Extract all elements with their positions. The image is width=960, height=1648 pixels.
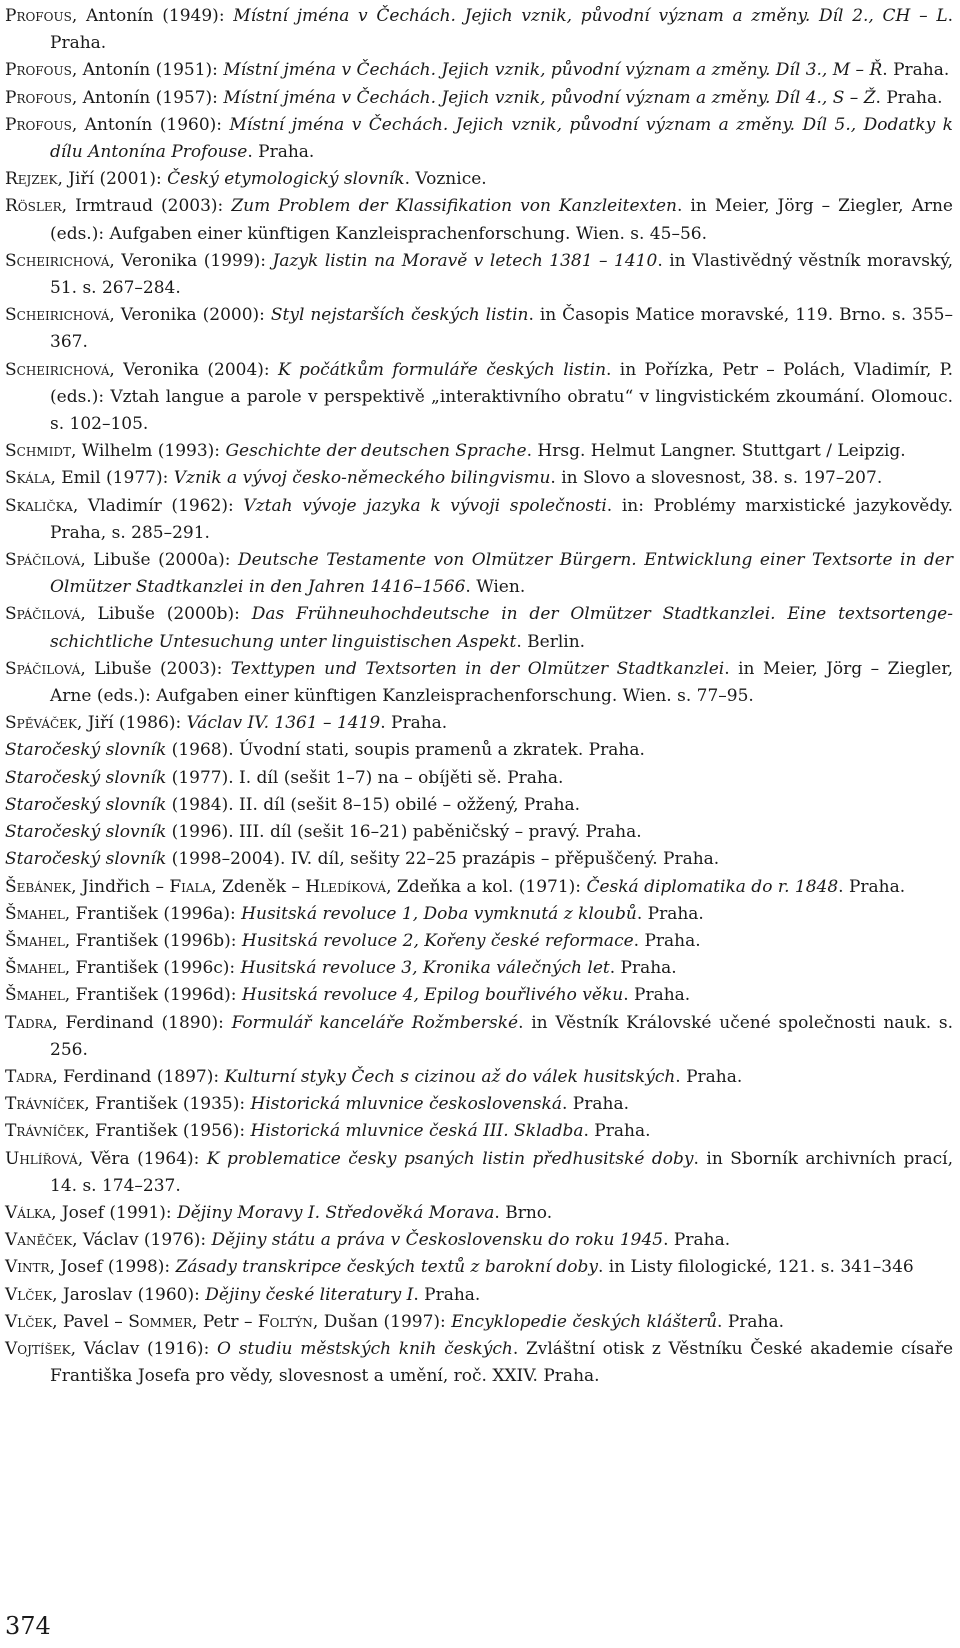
bibliography-entry [5,438,953,465]
author-surname: Šmahel [5,958,65,979]
author-surname: Tadra [5,1066,53,1087]
work-title: Česká diplomatika do r. 1848 [586,876,839,897]
author-surname: Spáčilová [5,658,81,679]
author-surname: Spáčilová [5,550,81,571]
entry-text: , Wilhelm (1993): [70,441,226,462]
entry-text: , Jiří (2001): [57,169,168,190]
bibliography-list [5,3,953,1390]
author-surname: Profous [5,87,72,108]
entry-text: . Zvláštní otisk z Věstníku České akademie císaře Františka Josefa pro vědy, slovesnost a umění, roč. XXIV. Praha. [50,1338,953,1387]
entry-text: . Praha. [838,876,906,897]
entry-text: , František (1996a): [64,903,242,924]
entry-text: . Praha. [561,1094,629,1115]
bibliography-entry [5,1091,953,1118]
author-surname: Šmahel [5,903,65,924]
author-surname: Profous [5,114,72,135]
work-title: Encyklopedie českých klášterů [451,1311,718,1332]
entry-text: , Antonín (1951): [71,60,224,81]
bibliography-entry [5,57,953,84]
bibliography-entry [5,874,953,901]
author-surname: Šmahel [5,985,65,1006]
entry-text: . Praha. [50,6,954,54]
entry-text: , Zdeňka a kol. (1971): [386,876,587,897]
author-surname: Vintr [5,1257,50,1278]
bibliography-entry [5,955,953,982]
work-title: Husitská revoluce 3, Kronika válečných let [240,958,610,979]
bibliography-entry [5,1146,953,1200]
author-surname: Schmidt [5,441,71,462]
entry-text: . Praha. [636,903,704,924]
entry-text: , Jaroslav (1960): [52,1284,206,1305]
entry-text: . Praha. [247,142,315,163]
work-title: Vztah vývoje jazyka k vývoji společnosti [243,495,607,516]
entry-text: , Jiří (1986): [76,713,187,734]
bibliography-entry [5,1282,953,1309]
entry-text: . Praha. [413,1284,481,1305]
entry-text: , František (1996c): [64,958,241,979]
entry-text: . in Slovo a slovesnost, 38. s. 197–207. [550,468,883,489]
author-surname: Hledíková [305,876,387,897]
bibliography-entry [5,112,953,166]
author-surname: Profous [5,6,72,26]
entry-text: . Praha. [717,1311,785,1332]
bibliography-entry [5,357,953,439]
entry-text: . Praha. [380,713,448,734]
entry-text: , Václav (1976): [72,1230,212,1251]
author-surname: Vaněček [5,1230,73,1251]
work-title: Deutsche Testamente von Olmützer Bürgern. Entwicklung einer Textsorte in der Olmützer Stadtkanzlei in den Jahren 1416–1566 [50,550,953,598]
entry-text: . Voznice. [404,169,487,190]
entry-text: , František (1996d): [64,985,242,1006]
bibliography-entry [5,1118,953,1145]
bibliography-entry [5,765,953,792]
bibliography-entry [5,1336,953,1390]
work-title: Zum Problem der Klassifikation von Kanzleitexten [231,196,677,217]
author-surname: Rejzek [5,169,58,190]
entry-text: , Veronika (2000): [109,305,271,326]
author-surname: Tadra [5,1012,53,1033]
work-title: Staročeský slovník [5,794,167,815]
entry-text: , Libuše (2000a): [80,550,238,571]
entry-text: . Praha. [875,87,943,108]
author-surname: Šmahel [5,930,65,951]
bibliography-entry [5,1254,953,1281]
author-surname: Profous [5,60,72,81]
bibliography-entry [5,710,953,737]
work-title: Český etymologický slovník [167,169,405,190]
bibliography-entry [5,465,953,492]
work-title: Geschichte der deutschen Sprache [225,441,527,462]
entry-text: . Praha. [882,60,950,81]
work-title: Historická mluvnice československá [250,1094,562,1115]
entry-text: , Vladimír (1962): [72,495,244,516]
work-title: K počátkům formuláře českých listin [278,359,607,380]
author-surname: Trávníček [5,1094,85,1115]
entry-text: . Praha. [663,1230,731,1251]
bibliography-entry [5,547,953,601]
entry-text: , František (1935): [84,1094,251,1115]
bibliography-entry [5,656,953,710]
work-title: Staročeský slovník [5,740,167,761]
bibliography-entry [5,601,953,655]
bibliography-entry [5,1309,953,1336]
author-surname: Vlček [5,1311,53,1332]
bibliography-entry [5,792,953,819]
entry-text: , Václav (1916): [70,1338,218,1359]
author-surname: Sommer [128,1311,193,1332]
entry-text: (1996). III. díl (sešit 16–21) paběničský – pravý. Praha. [166,822,642,843]
entry-text: . in Vlastivědný věstník moravský, 51. s. 267–284. [50,250,953,299]
entry-text: . Praha. [675,1066,743,1087]
entry-text: . in Sborník archivních prací, 14. s. 174–237. [50,1148,953,1196]
entry-text: , Irmtraud (2003): [61,196,232,217]
author-surname: Spáčilová [5,604,81,625]
entry-text: , Ferdinand (1890): [52,1012,232,1033]
work-title: Vznik a vývoj česko-německého bilingvismu [173,468,551,489]
author-surname: Scheirichová [5,305,110,326]
work-title: Dějiny státu a práva v Československu do roku 1945 [211,1230,664,1251]
bibliography-entry [5,928,953,955]
author-surname: Rösler [5,196,62,217]
bibliography-entry [5,1200,953,1227]
author-surname: Uhlířová [5,1148,78,1169]
bibliography-entry [5,1010,953,1064]
bibliography-entry [5,1064,953,1091]
entry-text: , Pavel – [52,1311,129,1332]
entry-text: . Wien. [465,577,526,598]
author-surname: Skalička [5,495,73,516]
author-surname: Foltýn [257,1311,313,1332]
work-title: Styl nejstarších českých listin [270,305,529,326]
bibliography-entry [5,302,953,356]
bibliography-entry [5,248,953,302]
entry-text: . in Listy filologické, 121. s. 341–346 [597,1257,914,1278]
author-surname: Vojtíšek [5,1338,71,1359]
entry-text: . Praha. [623,985,691,1006]
entry-text: , Antonín (1957): [71,87,224,108]
author-surname: Válka [5,1202,52,1223]
author-surname: Scheirichová [5,250,110,271]
entry-text: , Zdeněk – [211,876,306,897]
entry-text: . in Meier, Jörg – Ziegler, Arne (eds.): Aufgaben einer künftigen Kanzleisprachenforschung. Wien. s. 45–56. [50,196,953,244]
entry-text: . in Časopis Matice moravské, 119. Brno. s. 355–367. [50,305,953,353]
work-title: Husitská revoluce 1, Doba vymknutá z kloubů [241,903,637,924]
work-title: Staročeský slovník [5,822,167,843]
bibliography-entry [5,85,953,112]
entry-text: . Praha. [609,958,677,979]
author-surname: Scheirichová [5,359,110,380]
work-title: Staročeský slovník [5,849,167,870]
bibliography-entry [5,846,953,873]
work-title: Staročeský slovník [5,767,167,788]
entry-text: . Brno. [494,1202,553,1223]
entry-text: , Veronika (1999): [109,250,273,271]
author-surname: Fiala [169,876,212,897]
entry-text: , Antonín (1960): [71,114,230,135]
bibliography-entry [5,982,953,1009]
work-title: Kulturní styky Čech s cizinou až do válek husitských [224,1066,676,1087]
work-title: Husitská revoluce 4, Epilog bouřlivého věku [241,985,624,1006]
entry-text: , Petr – [192,1311,258,1332]
entry-text: (1977). I. díl (sešit 1–7) na – obíjěti sě. Praha. [166,767,564,788]
work-title: K problematice česky psaných listin předhusitské doby [206,1148,694,1169]
entry-text: , Jindřich – [71,876,170,897]
entry-text: . in Věstník Královské učené společnosti nauk. s. 256. [50,1012,953,1060]
entry-text: , Libuše (2000b): [80,604,252,625]
bibliography-entry [5,166,953,193]
bibliography-entry [5,493,953,547]
bibliography-entry [5,901,953,928]
entry-text: . Berlin. [516,631,586,652]
entry-text: , František (1996b): [64,930,242,951]
entry-text: , Věra (1964): [77,1148,207,1169]
work-title: Historická mluvnice česká III. Skladba [250,1121,584,1142]
author-surname: Šebánek [5,876,72,897]
bibliography-entry [5,3,953,57]
bibliography-entry [5,193,953,247]
work-title: Formulář kanceláře Rožmberské [231,1012,519,1033]
work-title: Zásady transkripce českých textů z barokní doby [175,1257,598,1278]
work-title: Jazyk listin na Moravě v letech 1381 – 1410 [272,250,658,271]
work-title: Místní jména v Čechách. Jejich vznik, původní význam a změny. Díl 4., S – Ž [223,87,876,108]
work-title: Místní jména v Čechách. Jejich vznik, původní význam a změny. Díl 2., CH – L [233,6,948,26]
bibliography-entry [5,1227,953,1254]
work-title: Václav IV. 1361 – 1419 [186,713,381,734]
work-title: Dějiny české literatury I [205,1284,414,1305]
entry-text: (1968). Úvodní stati, soupis pramenů a zkratek. Praha. [166,740,645,761]
author-surname: Trávníček [5,1121,85,1142]
entry-text: , Libuše (2003): [80,658,231,679]
entry-text: , Ferdinand (1897): [52,1066,225,1087]
entry-text: . in Meier, Jörg – Ziegler, Arne (eds.): Aufgaben einer künftigen Kanzleisprachenforschung. Wien. s. 77–95. [50,658,953,707]
bibliography-entry [5,737,953,764]
work-title: Texttypen und Textsorten in der Olmützer Stadtkanzlei [230,658,725,679]
entry-text: , Josef (1998): [49,1257,176,1278]
entry-text: , Emil (1977): [50,468,174,489]
entry-text: (1984). II. díl (sešit 8–15) obilé – ožžený, Praha. [166,794,581,815]
entry-text: . in Pořízka, Petr – Polách, Vladimír, P. (eds.): Vztah langue a parole v perspektivě „interaktivního obratu“ v lingvistickém zkoumání. Olomouc. s. 102–105. [50,359,953,435]
work-title: Das Frühneuhochdeutsche in der Olmützer Stadtkanzlei. Eine textsortengeschichtliche Untesuchung unter linguistischen Aspekt [50,604,953,652]
work-title: Místní jména v Čechách. Jejich vznik, původní význam a změny. Díl 5., Dodatky k dílu Antonína Profouse [50,114,953,163]
bibliography-entry [5,819,953,846]
author-surname: Skála [5,468,51,489]
entry-text: (1998–2004). IV. díl, sešity 22–25 prazápis – přěpuščený. Praha. [166,849,720,870]
entry-text: , Josef (1991): [51,1202,178,1223]
work-title: Místní jména v Čechách. Jejich vznik, původní význam a změny. Díl 3., M – Ř [223,60,883,81]
entry-text: . Praha. [633,930,701,951]
entry-text: , František (1956): [84,1121,251,1142]
work-title: O studiu městských knih českých [217,1338,513,1359]
author-surname: Spěváček [5,713,77,734]
entry-text: , Veronika (2004): [109,359,279,380]
entry-text: . in: Problémy marxistické jazykovědy. Praha, s. 285–291. [50,495,953,543]
entry-text: . Hrsg. Helmut Langner. Stuttgart / Leipzig. [526,441,906,462]
entry-text: , Dušan (1997): [312,1311,452,1332]
entry-text: . Praha. [583,1121,651,1142]
page-number: 374 [5,1612,51,1640]
work-title: Husitská revoluce 2, Kořeny české reformace [241,930,634,951]
entry-text: , Antonín (1949): [71,6,234,26]
work-title: Dějiny Moravy I. Středověká Morava [177,1202,495,1223]
author-surname: Vlček [5,1284,53,1305]
